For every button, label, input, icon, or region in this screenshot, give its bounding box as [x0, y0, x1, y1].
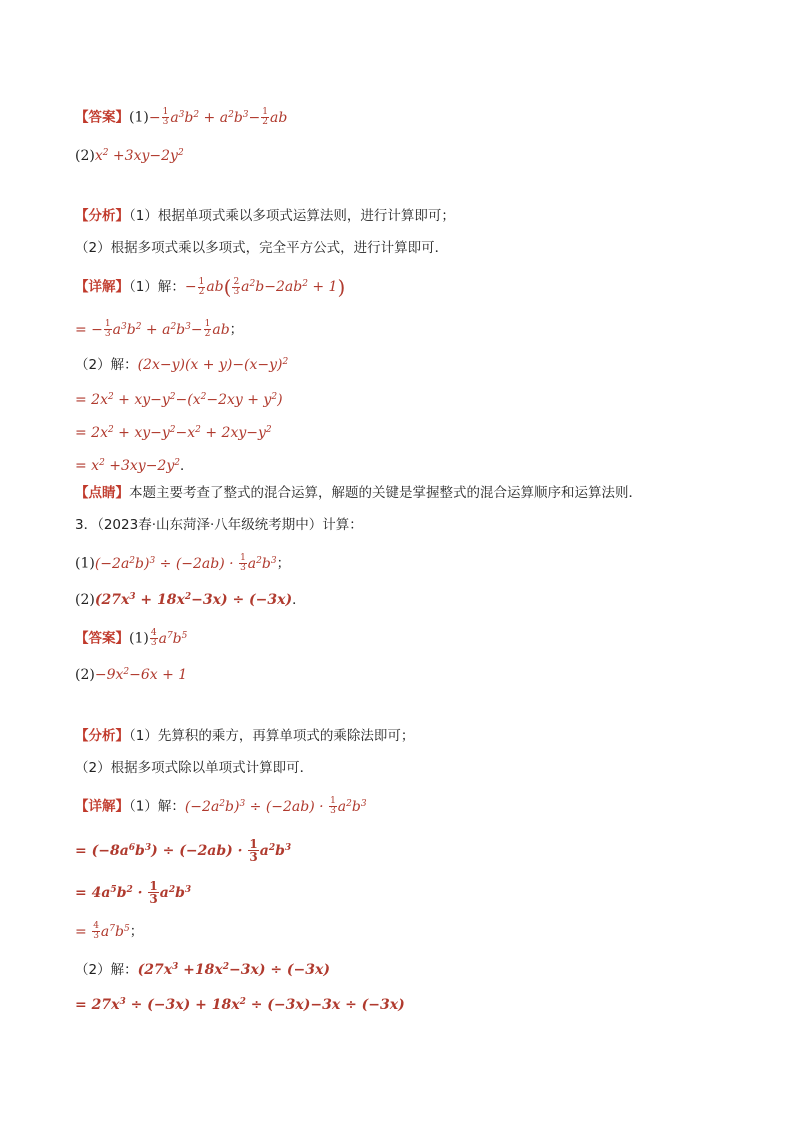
- q3-detail-line-1: 【详解】（1）解：$(-2a^2b)^3 \div (-2ab)$ · $\frac{1}{3}$ $a^2b^3$: [75, 796, 367, 816]
- q3-detail-line-4: = $\frac{4}{3}$ $a^7b^5$；: [75, 921, 144, 941]
- detail-label: 【详解】: [75, 279, 129, 295]
- detail-line-6: = $x^2 +3xy-2y^2$．: [75, 458, 194, 474]
- question-3-header: 3．（2023春·山东菏泽·八年级统考期中）计算：: [75, 517, 363, 533]
- comment-label: 【点睛】: [75, 485, 129, 501]
- q3-analysis-label: 【分析】: [75, 728, 129, 744]
- question-3-part-1: $(1)(-2a^2b)^3 \div (-2ab)$ · $\frac{1}{3}$ $a^2b^3$；: [75, 553, 291, 573]
- detail-line-4: = $2x^2 + xy-y^2-(x^2-2xy + y^2)$: [75, 392, 283, 408]
- detail-line-1: 【详解】（1）解：− $\frac{1}{2}$ ab( $\frac{2}{3}$ $a^2b-2ab^2 + 1$): [75, 275, 346, 299]
- q3-detail-line-2: = $(-8a^6b^3) \div (-2ab)$ · $\frac{1}{3}$ $a^2b^3$: [75, 837, 292, 864]
- analysis-line-2: （2）根据多项式乘以多项式，完全平方公式，进行计算即可．: [75, 240, 449, 256]
- detail-line-2: = − $\frac{1}{3}$ $a^3b^2 + a^2b^3-$ $\frac{1}{2}$ ab；: [75, 319, 244, 339]
- question-3-part-2: $(2)(27x^3 + 18x^2-3x) \div (-3x)$．: [75, 592, 306, 608]
- analysis-line-1: 【分析】（1）根据单项式乘以多项式运算法则，进行计算即可；: [75, 208, 455, 224]
- answer-label: 【答案】: [75, 109, 129, 126]
- answer-line-1: 【答案】(1)− $\frac{1}{3}$ $a^3b^2 + a^2b^3-$ $\frac{1}{2}$ ab: [75, 107, 288, 127]
- q3-detail-line-6: = $27x^3 \div (-3x) + 18x^2 \div (-3x)-3x \div (-3x)$: [75, 997, 405, 1013]
- comment-line: 【点睛】本题主要考查了整式的混合运算，解题的关键是掌握整式的混合运算顺序和运算法则．: [75, 485, 642, 501]
- answer-line-2: $(2)x^2 +3xy-2y^2$: [75, 148, 184, 164]
- q3-analysis-line-2: （2）根据多项式除以单项式计算即可．: [75, 760, 314, 776]
- detail-line-5: = $2x^2 + xy-y^2-x^2 + 2xy-y^2$: [75, 425, 272, 441]
- q3-answer-label: 【答案】: [75, 630, 129, 647]
- q3-detail-label: 【详解】: [75, 798, 129, 815]
- q3-detail-line-5: （2）解：$(27x^3 +18x^2-3x) \div (-3x)$: [75, 962, 331, 978]
- q3-analysis-line-1: 【分析】（1）先算积的乘方，再算单项式的乘除法即可；: [75, 728, 415, 744]
- q3-answer-line-2: $(2)-9x^2-6x + 1$: [75, 667, 188, 683]
- q3-detail-line-3: = $4a^5b^2$ · $\frac{1}{3}$ $a^2b^3$: [75, 879, 192, 906]
- detail-line-3: （2）解：$(2x-y)(x + y)-(x-y)^2$: [75, 357, 289, 373]
- q3-answer-line-1: 【答案】(1) $\frac{4}{3}$ $a^7b^5$: [75, 628, 188, 648]
- analysis-label: 【分析】: [75, 208, 129, 224]
